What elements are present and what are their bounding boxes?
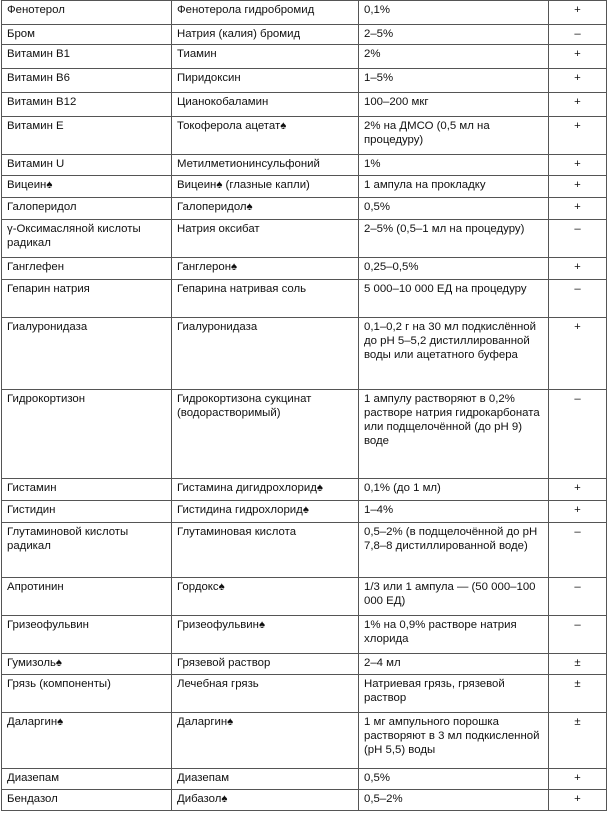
substance-cell: Витамин B1	[2, 45, 172, 69]
concentration-cell: 100–200 мкг	[359, 93, 549, 117]
table-row	[2, 654, 607, 675]
polarity-cell: ±	[549, 675, 607, 713]
polarity-cell: ±	[549, 654, 607, 675]
concentration-cell: 0,5–2%	[359, 790, 549, 811]
polarity-cell: +	[549, 769, 607, 790]
drug-cell: Глутаминовая кислота	[172, 523, 359, 578]
concentration-cell: 2%	[359, 45, 549, 69]
drug-cell: Токоферола ацетат♠	[172, 117, 359, 155]
polarity-cell: –	[549, 578, 607, 616]
concentration-cell: Натриевая грязь, грязевой раствор	[359, 675, 549, 713]
concentration-cell: 5 000–10 000 ЕД на процедуру	[359, 280, 549, 318]
substance-cell: Гумизоль♠	[2, 654, 172, 675]
drug-cell: Фенотерола гидробромид	[172, 1, 359, 25]
polarity-cell: +	[549, 117, 607, 155]
drug-cell: Гистидина гидрохлорид♠	[172, 501, 359, 523]
table-row	[2, 93, 607, 117]
table-row	[2, 769, 607, 790]
table-row	[2, 176, 607, 198]
substance-cell: Фенотерол	[2, 1, 172, 25]
concentration-cell: 1–4%	[359, 501, 549, 523]
polarity-cell: +	[549, 258, 607, 280]
table-row	[2, 280, 607, 318]
table-row	[2, 616, 607, 654]
polarity-cell: +	[549, 501, 607, 523]
polarity-cell: +	[549, 69, 607, 93]
table-row	[2, 713, 607, 769]
polarity-cell: +	[549, 198, 607, 220]
concentration-cell: 0,5%	[359, 198, 549, 220]
table-row	[2, 390, 607, 479]
polarity-cell: –	[549, 616, 607, 654]
drug-cell: Пиридоксин	[172, 69, 359, 93]
polarity-cell: +	[549, 790, 607, 811]
table-row	[2, 117, 607, 155]
table-row	[2, 69, 607, 93]
drug-cell: Ганглерон♠	[172, 258, 359, 280]
table-row	[2, 523, 607, 578]
substance-cell: γ-Оксимасляной кислоты радикал	[2, 220, 172, 258]
drug-cell: Грязевой раствор	[172, 654, 359, 675]
substance-cell: Бендазол	[2, 790, 172, 811]
substance-cell: Гризеофульвин	[2, 616, 172, 654]
drug-cell: Гиалуронидаза	[172, 318, 359, 390]
drug-cell: Диазепам	[172, 769, 359, 790]
polarity-cell: +	[549, 318, 607, 390]
substance-cell: Вицеин♠	[2, 176, 172, 198]
substance-cell: Глутаминовой кислоты радикал	[2, 523, 172, 578]
drug-cell: Лечебная грязь	[172, 675, 359, 713]
concentration-cell: 2% на ДМСО (0,5 мл на процедуру)	[359, 117, 549, 155]
polarity-cell: +	[549, 176, 607, 198]
drug-cell: Гистамина дигидрохлорид♠	[172, 479, 359, 501]
substance-cell: Гистидин	[2, 501, 172, 523]
polarity-cell: –	[549, 25, 607, 45]
concentration-cell: 2–5% (0,5–1 мл на процедуру)	[359, 220, 549, 258]
drug-cell: Натрия оксибат	[172, 220, 359, 258]
substance-cell: Гидрокортизон	[2, 390, 172, 479]
drug-cell: Гордокс♠	[172, 578, 359, 616]
concentration-cell: 2–4 мл	[359, 654, 549, 675]
drug-cell: Гепарина натривая соль	[172, 280, 359, 318]
concentration-cell: 0,1–0,2 г на 30 мл подкислённой до pH 5–5,2 дистиллированной воды или ацетатного буфера	[359, 318, 549, 390]
table-row	[2, 501, 607, 523]
drug-cell: Цианокобаламин	[172, 93, 359, 117]
table-row	[2, 258, 607, 280]
table-row	[2, 790, 607, 811]
drug-cell: Дибазол♠	[172, 790, 359, 811]
concentration-cell: 1 ампула на прокладку	[359, 176, 549, 198]
polarity-cell: –	[549, 280, 607, 318]
drug-table	[1, 0, 607, 811]
table-row	[2, 1, 607, 25]
concentration-cell: 1%	[359, 155, 549, 176]
polarity-cell: –	[549, 220, 607, 258]
polarity-cell: +	[549, 93, 607, 117]
polarity-cell: –	[549, 390, 607, 479]
concentration-cell: 1% на 0,9% растворе натрия хлорида	[359, 616, 549, 654]
substance-cell: Диазепам	[2, 769, 172, 790]
polarity-cell: +	[549, 1, 607, 25]
substance-cell: Гистамин	[2, 479, 172, 501]
drug-cell: Гидрокортизона сукцинат (водорастворимый)	[172, 390, 359, 479]
polarity-cell: ±	[549, 713, 607, 769]
polarity-cell: –	[549, 523, 607, 578]
substance-cell: Бром	[2, 25, 172, 45]
concentration-cell: 1/3 или 1 ампула — (50 000–100 000 ЕД)	[359, 578, 549, 616]
polarity-cell: +	[549, 479, 607, 501]
drug-cell: Вицеин♠ (глазные капли)	[172, 176, 359, 198]
table-row	[2, 155, 607, 176]
table-row	[2, 220, 607, 258]
drug-cell: Галоперидол♠	[172, 198, 359, 220]
drug-cell: Тиамин	[172, 45, 359, 69]
table-row	[2, 25, 607, 45]
substance-cell: Витамин B6	[2, 69, 172, 93]
substance-cell: Апротинин	[2, 578, 172, 616]
substance-cell: Ганглефен	[2, 258, 172, 280]
table-row	[2, 479, 607, 501]
polarity-cell: +	[549, 155, 607, 176]
concentration-cell: 1 ампулу растворяют в 0,2% растворе натрия гидрокарбоната или подщелочённой (до pH 9) воде	[359, 390, 549, 479]
table-row	[2, 318, 607, 390]
drug-cell: Натрия (калия) бромид	[172, 25, 359, 45]
drug-cell: Гризеофульвин♠	[172, 616, 359, 654]
substance-cell: Грязь (компоненты)	[2, 675, 172, 713]
concentration-cell: 1 мг ампульного порошка растворяют в 3 мл подкисленной (pH 5,5) воды	[359, 713, 549, 769]
drug-cell: Даларгин♠	[172, 713, 359, 769]
concentration-cell: 1–5%	[359, 69, 549, 93]
substance-cell: Гепарин натрия	[2, 280, 172, 318]
table-row	[2, 578, 607, 616]
substance-cell: Витамин Е	[2, 117, 172, 155]
polarity-cell: +	[549, 45, 607, 69]
substance-cell: Галоперидол	[2, 198, 172, 220]
drug-cell: Метилметионинсульфоний	[172, 155, 359, 176]
substance-cell: Витамин U	[2, 155, 172, 176]
substance-cell: Гиалуронидаза	[2, 318, 172, 390]
table-row	[2, 45, 607, 69]
concentration-cell: 0,1%	[359, 1, 549, 25]
concentration-cell: 2–5%	[359, 25, 549, 45]
concentration-cell: 0,1% (до 1 мл)	[359, 479, 549, 501]
substance-cell: Даларгин♠	[2, 713, 172, 769]
substance-cell: Витамин B12	[2, 93, 172, 117]
concentration-cell: 0,5%	[359, 769, 549, 790]
table-row	[2, 198, 607, 220]
concentration-cell: 0,25–0,5%	[359, 258, 549, 280]
table-row	[2, 675, 607, 713]
concentration-cell: 0,5–2% (в подщелочённой до pH 7,8–8 дистиллированной воде)	[359, 523, 549, 578]
